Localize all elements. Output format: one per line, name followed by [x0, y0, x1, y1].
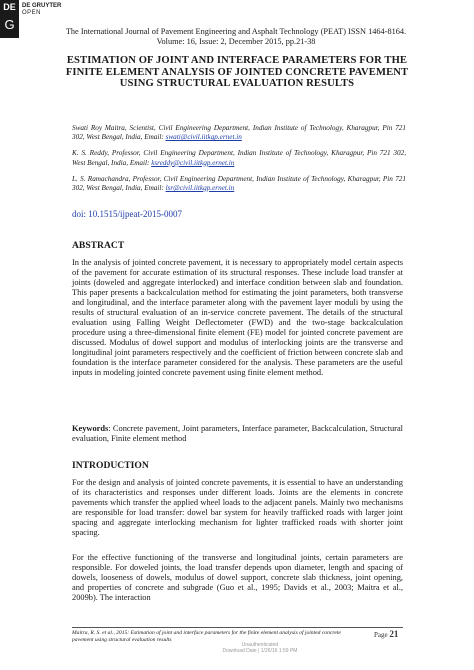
- introduction-paragraph-2: For the effective functioning of the transverse and longitudinal joints, certain parameters are responsible. For doweled joints, the load transfer depends upon diameter, length and spacing of dowels, looseness of dowels, modulus of dowel support, concrete slab thickness, joint opening, and properties of concrete and subgrade (Guo et al., 1995; Davids et al., 2003; Maitra et al., 2009b). The interaction: [72, 553, 403, 602]
- page-number: [374, 629, 398, 639]
- footer-divider: [72, 627, 403, 628]
- publisher-tag: OPEN: [22, 10, 42, 16]
- paper-title: ESTIMATION OF JOINT AND INTERFACE PARAMETERS FOR THE FINITE ELEMENT ANALYSIS OF JOINTED CONCRETE PAVEMENT USING STRUCTURAL EVALUATION RESULTS: [65, 55, 409, 89]
- watermark-line-2: Download Date | 1/26/16 1:59 PM: [222, 648, 298, 654]
- journal-line-2: Volume: 16, Issue: 2, December 2015, pp.21-38: [156, 37, 316, 46]
- abstract-heading: ABSTRACT: [72, 240, 125, 251]
- abstract-text: In the analysis of jointed concrete pavement, it is necessary to appropriately model certain aspects of the pavement for accurate estimation of its structural responses. These include load transfer at joints (doweled and aggregate interlocked) and interface condition between slab and foundation. This paper presents a backcalculation method for estimating the joint parameters, both transverse and longitudinal, and the interface parameter along with the pavement layer moduli by using the results of structural evaluation of an in-service concrete pavement. The details of the structural evaluation using Falling Weight Deflectometer (FWD) and the two-stage backcalculation procedure using a three-dimensional finite element (FE) model for jointed concrete pavement are discussed. Modulus of dowel support and modulus of interlocking joints are the transverse and longitudinal joint parameters respectively and the coefficient of friction between concrete slab and foundation is the interface parameter considered for the analysis. These parameters are the useful inputs in modeling jointed concrete pavement using finite element method.: [72, 258, 403, 377]
- author-affiliation: Swati Roy Maitra, Scientist, Civil Engineering Department, Indian Institute of Technology, Kharagpur, Pin 721 302, West Bengal, India, Email:: [72, 124, 406, 142]
- keywords-text: : Concrete pavement, Joint parameters, Interface parameter, Backcalculation, Structural evaluation, Finite element method: [72, 424, 403, 443]
- journal-line-1: The International Journal of Pavement Engineering and Asphalt Technology (PEAT) ISSN 1464-8164.: [65, 27, 407, 36]
- author-email-link[interactable]: swati@civil.iitkgp.ernet.in: [165, 133, 242, 142]
- publisher-name-text: DE GRUYTER: [22, 3, 62, 9]
- author-list: [72, 124, 406, 200]
- introduction-heading: INTRODUCTION: [72, 460, 149, 471]
- journal-header: [56, 27, 416, 47]
- author-entry: [72, 124, 406, 143]
- logo-mark-bottom: G: [4, 17, 15, 32]
- page-number-value: 21: [389, 629, 399, 639]
- author-affiliation: K. S. Reddy, Professor, Civil Engineering Department, Indian Institute of Technology, Kharagpur, Pin 721 302, West Bengal, India, Email:: [72, 149, 406, 167]
- download-watermark: [200, 642, 320, 654]
- logo-mark-top: DE: [3, 2, 16, 12]
- keywords-label: Keywords: [72, 424, 109, 433]
- keywords-paragraph: [72, 424, 403, 444]
- publisher-logo: [0, 0, 62, 38]
- watermark-line-1: Unauthenticated: [241, 642, 279, 648]
- logo-mark: [0, 0, 19, 38]
- footer-citation: Maitra, R. S. et al., 2015: Estimation of joint and interface parameters for the finite element analysis of jointed concrete pavement using structural evaluation results: [72, 630, 341, 643]
- doi-link[interactable]: doi: 10.1515/ijpeat-2015-0007: [72, 209, 182, 219]
- page-label: Page: [374, 631, 390, 639]
- author-entry: [72, 175, 406, 194]
- author-entry: [72, 149, 406, 168]
- author-email-link[interactable]: lsr@civil.iitkgp.ernet.in: [165, 184, 235, 193]
- author-email-link[interactable]: ksreddy@civil.iitkgp.ernet.in: [151, 158, 235, 167]
- publisher-name: [22, 3, 61, 17]
- introduction-paragraph-1: For the design and analysis of jointed concrete pavements, it is essential to have an understanding of its characteristics and responses under different loads. Joints are the elements in concrete pavements which transfer the applied wheel loads to the adjacent panels. Mainly two mechanisms are responsible for load transfer: dowel bar system for heavily trafficked roads with larger joint spacing and aggregate interlocking mechanism for lighter trafficked roads with shorter joint spacing.: [72, 478, 403, 537]
- author-affiliation: L. S. Ramachandra, Professor, Civil Engineering Department, Indian Institute of Technology, Kharagpur, Pin 721 302, West Bengal, India, Email:: [72, 174, 406, 193]
